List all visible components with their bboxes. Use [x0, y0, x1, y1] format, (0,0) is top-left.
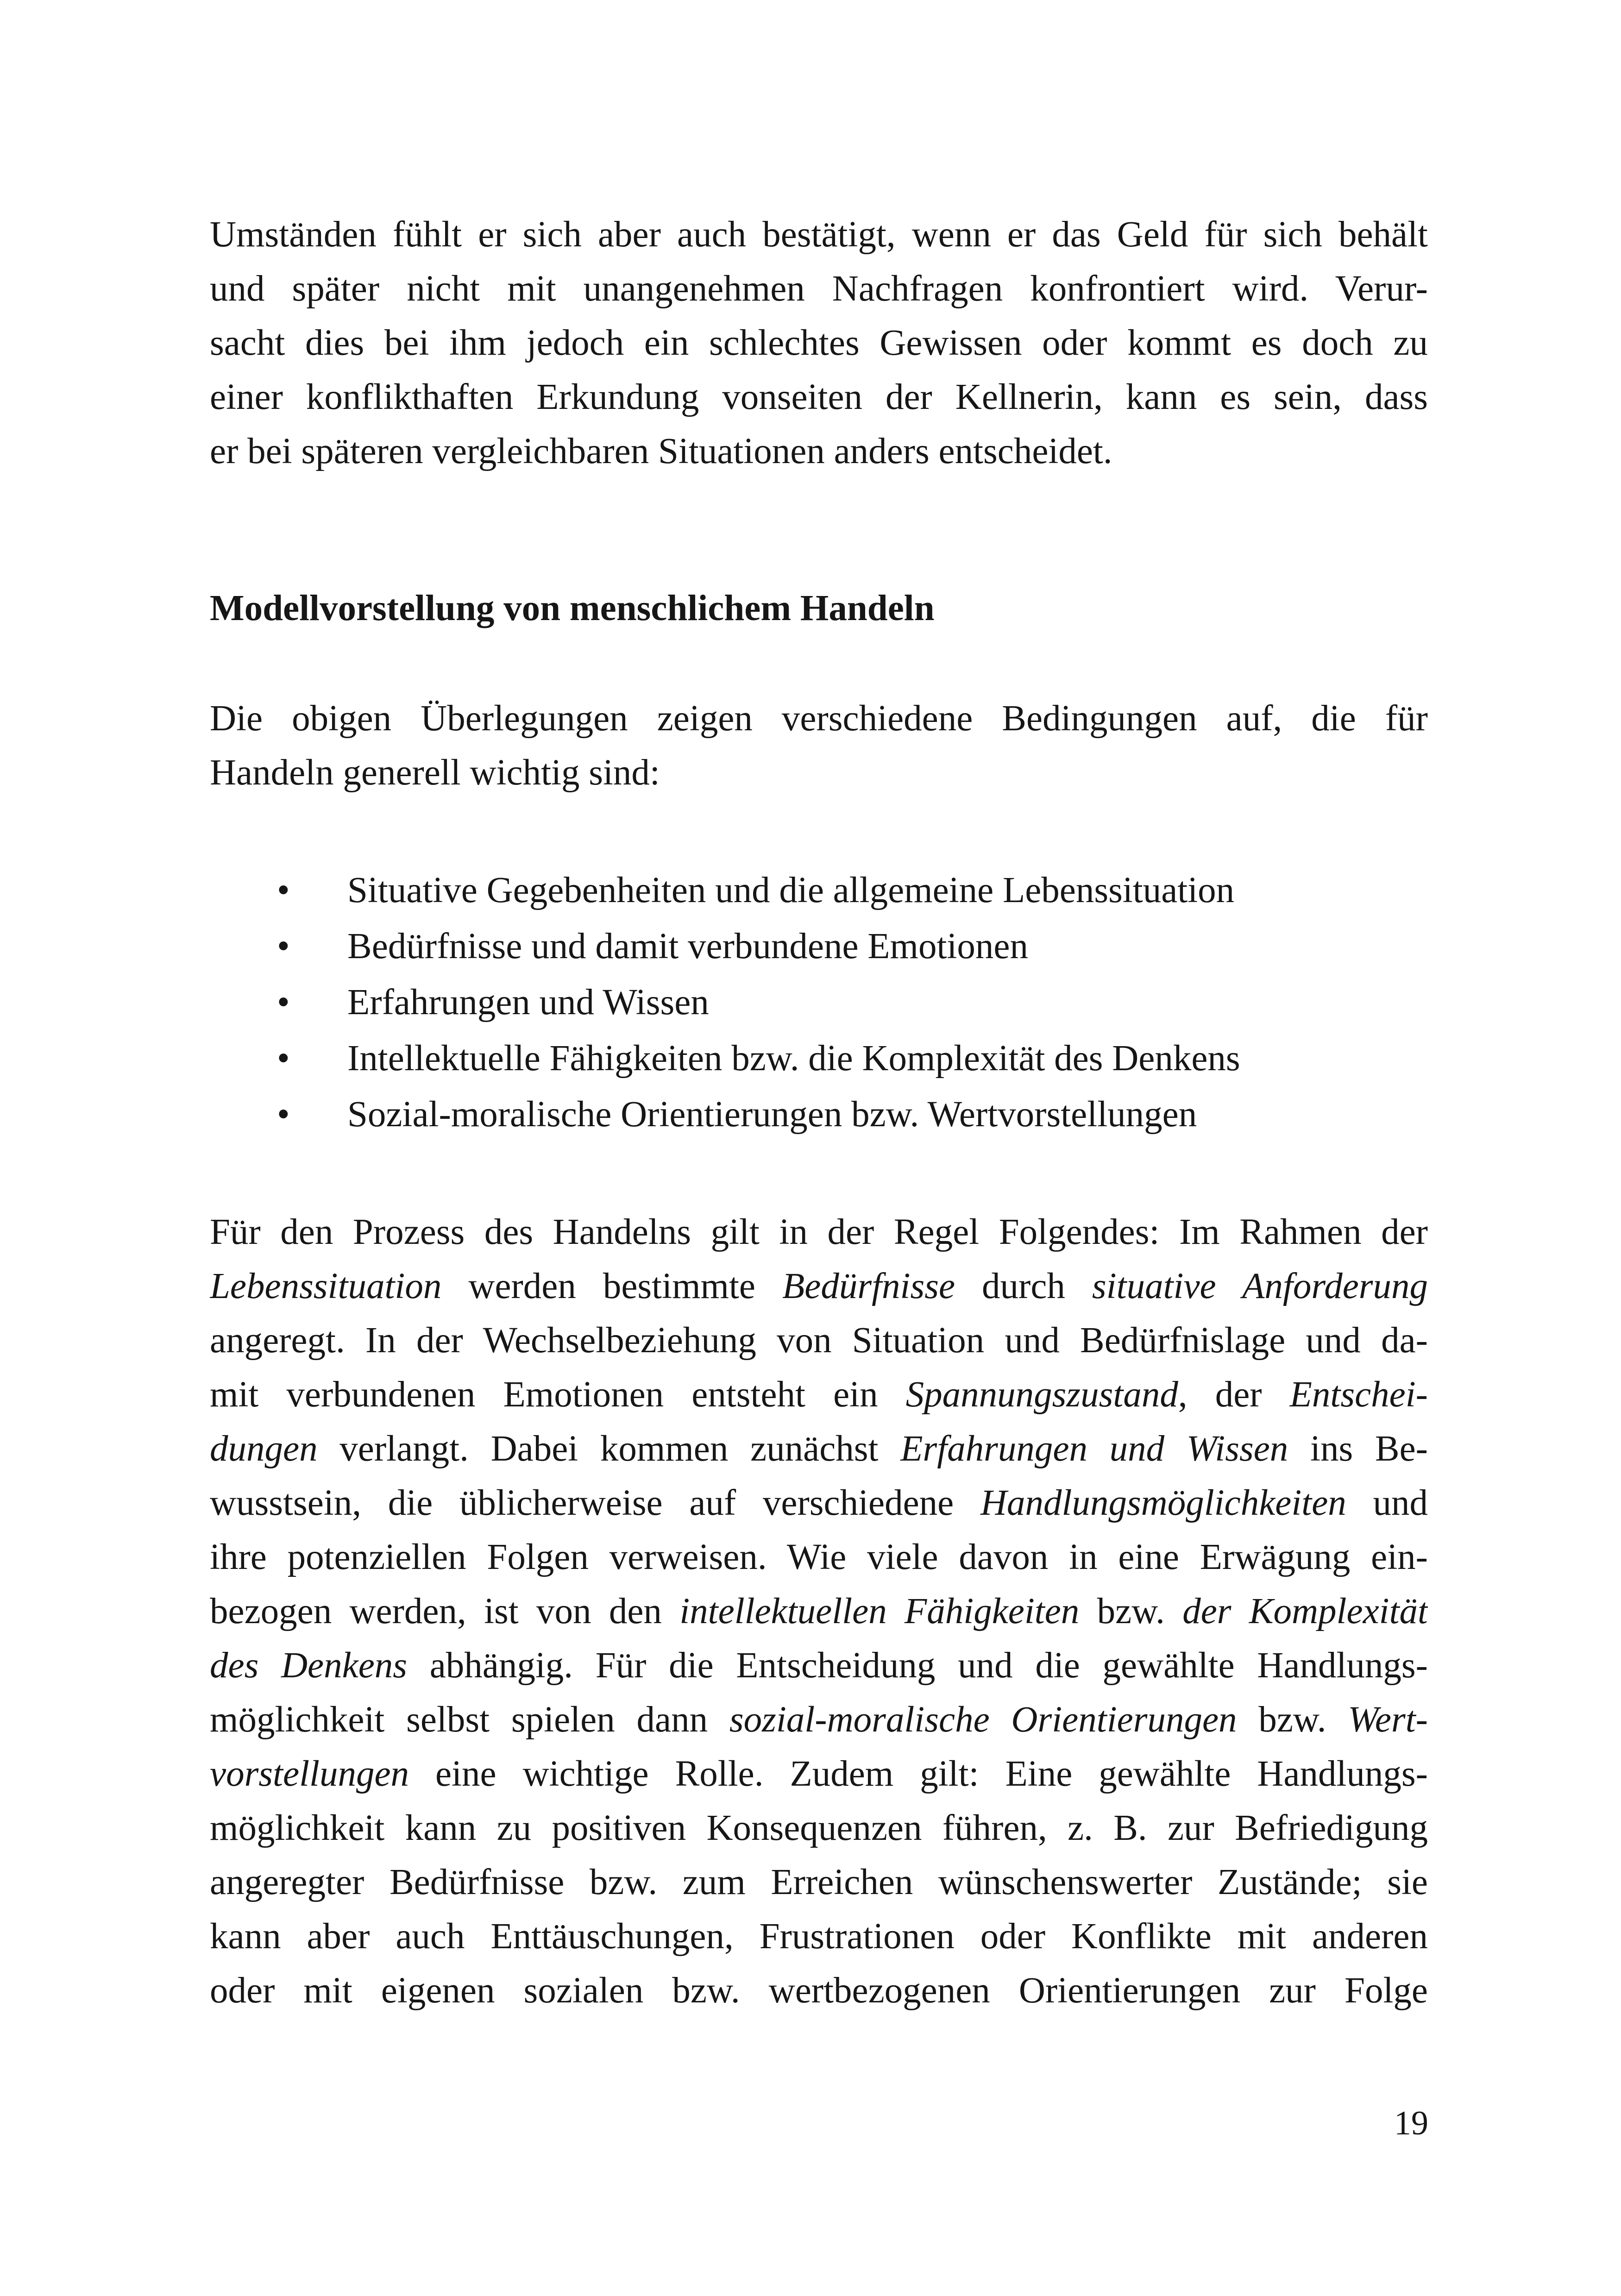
bullet-icon: •	[277, 926, 290, 966]
text-run: durch	[955, 1266, 1092, 1306]
paragraph-conditions	[210, 691, 1428, 800]
text-line: und später nicht mit unangenehmen Nachfragen konfrontiert wird. Verur-	[210, 269, 1428, 309]
list-item	[210, 974, 1428, 1030]
list-item-text: Sozial-moralische Orientierungen bzw. Wertvorstellungen	[347, 1094, 1197, 1135]
list-item	[210, 1030, 1428, 1086]
text-line	[210, 1368, 1428, 1422]
text-line	[210, 1584, 1428, 1638]
italic-term: Wert-	[1348, 1700, 1428, 1740]
text-line: Umständen fühlt er sich aber auch bestätigt, wenn er das Geld für sich behält	[210, 214, 1428, 255]
text-run: bzw.	[1237, 1700, 1348, 1740]
text-line	[210, 1422, 1428, 1476]
text-run: bezogen werden, ist von den	[210, 1591, 680, 1631]
text-line	[210, 1259, 1428, 1313]
italic-term: Lebenssituation	[210, 1266, 442, 1306]
list-item-text: Bedürfnisse und damit verbundene Emotionen	[347, 926, 1028, 966]
text-run: werden bestimmte	[441, 1266, 782, 1306]
page-number: 19	[1394, 2104, 1428, 2142]
text-run: , der	[1178, 1374, 1290, 1415]
italic-term: der Komplexität	[1182, 1591, 1428, 1631]
paragraph-process	[210, 1205, 1428, 2018]
text-line	[210, 1747, 1428, 1801]
italic-term: Bedürfnisse	[782, 1266, 955, 1306]
text-line: möglichkeit kann zu positiven Konsequenzen führen, z. B. zur Befriedigung	[210, 1808, 1428, 1848]
text-line: Handeln generell wichtig sind:	[210, 753, 660, 793]
text-run: eine wichtige Rolle. Zudem gilt: Eine gewählte Handlungs-	[409, 1754, 1428, 1794]
text-line: Für den Prozess des Handelns gilt in der Regel Folgendes: Im Rahmen der	[210, 1212, 1428, 1252]
italic-term: situative Anforderung	[1092, 1266, 1428, 1306]
text-run: mit verbundenen Emotionen entsteht ein	[210, 1374, 906, 1415]
italic-term: vorstellungen	[210, 1754, 409, 1794]
text-run: möglichkeit selbst spielen dann	[210, 1700, 729, 1740]
italic-term: dungen	[210, 1429, 318, 1469]
italic-term: intellektuellen Fähigkeiten	[679, 1591, 1080, 1631]
list-item-text: Situative Gegebenheiten und die allgemeine Lebenssituation	[347, 870, 1235, 910]
text-line: angeregt. In der Wechselbeziehung von Situation und Bedürfnislage und da-	[210, 1320, 1428, 1361]
text-run: bzw.	[1079, 1591, 1183, 1631]
bullet-icon: •	[277, 870, 290, 910]
italic-term: Erfahrungen und Wissen	[900, 1429, 1288, 1469]
text-line: oder mit eigenen sozialen bzw. wertbezogenen Orientierungen zur Folge	[210, 1970, 1428, 2011]
text-line: sacht dies bei ihm jedoch ein schlechtes Gewissen oder kommt es doch zu	[210, 323, 1428, 363]
list-item	[210, 1086, 1428, 1142]
conditions-list	[210, 862, 1428, 1142]
text-run: abhängig. Für die Entscheidung und die gewählte Handlungs-	[407, 1645, 1428, 1686]
bullet-icon: •	[277, 982, 290, 1023]
text-line	[210, 1693, 1428, 1747]
text-line: er bei späteren vergleichbaren Situationen anders entscheidet.	[210, 431, 1112, 471]
bullet-icon: •	[277, 1038, 290, 1079]
list-item	[210, 918, 1428, 974]
text-run: und	[1346, 1483, 1428, 1523]
italic-term: Spannungszustand	[905, 1374, 1178, 1415]
list-item	[210, 862, 1428, 918]
text-run: wusstsein, die üblicherweise auf verschiedene	[210, 1483, 980, 1523]
italic-term: Entschei-	[1289, 1374, 1428, 1415]
text-line: angeregter Bedürfnisse bzw. zum Erreichen wünschenswerter Zustände; sie	[210, 1862, 1428, 1902]
list-item-text: Intellektuelle Fähigkeiten bzw. die Komplexität des Denkens	[347, 1038, 1240, 1079]
bullet-icon: •	[277, 1094, 290, 1135]
paragraph-intro	[210, 207, 1428, 478]
text-line: ihre potenziellen Folgen verweisen. Wie viele davon in eine Erwägung ein-	[210, 1537, 1428, 1577]
text-line: kann aber auch Enttäuschungen, Frustrationen oder Konflikte mit anderen	[210, 1916, 1428, 1957]
italic-term: sozial-moralische Orientierungen	[729, 1700, 1237, 1740]
list-item-text: Erfahrungen und Wissen	[347, 982, 709, 1023]
italic-term: des Denkens	[210, 1645, 407, 1686]
section-heading: Modellvorstellung von menschlichem Handeln	[210, 588, 935, 628]
text-line	[210, 1638, 1428, 1693]
text-line: einer konflikthaften Erkundung vonseiten der Kellnerin, kann es sein, dass	[210, 377, 1428, 417]
italic-term: Handlungsmöglichkeiten	[980, 1483, 1346, 1523]
text-run: verlangt. Dabei kommen zunächst	[317, 1429, 901, 1469]
text-line	[210, 1476, 1428, 1530]
text-run: ins Be-	[1288, 1429, 1428, 1469]
text-line: Die obigen Überlegungen zeigen verschiedene Bedingungen auf, die für	[210, 698, 1428, 739]
